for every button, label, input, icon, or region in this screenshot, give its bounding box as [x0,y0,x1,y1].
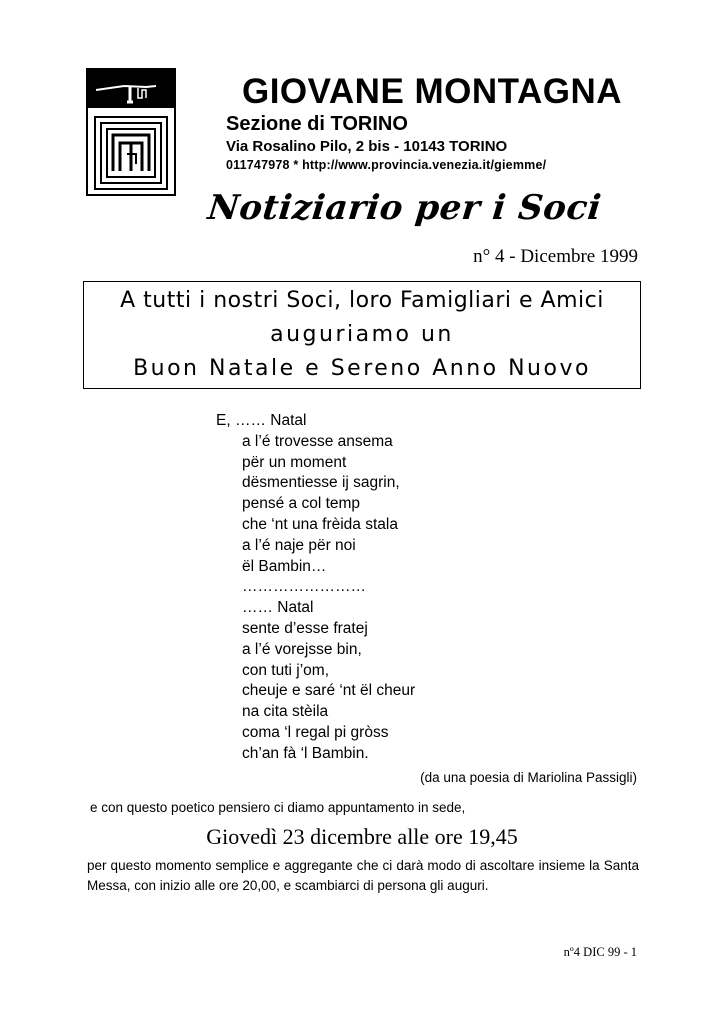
poem-line: …………………… [242,578,366,596]
poem-line: për un moment [242,453,347,471]
poem-line: ël Bambin… [242,557,327,575]
poem-line: dësmentiesse ij sagrin, [242,474,400,492]
poem [216,411,415,765]
greeting-line-2: auguriamo un [270,322,454,347]
poem-line: pensé a col temp [242,495,361,513]
poem-line: con tuti j’om, [242,661,330,679]
newsletter-title: Notiziario per i Soci [205,188,604,228]
poem-line: a l’é trovesse ansema [242,432,393,450]
poem-line: na cita stèila [242,703,329,721]
logo-mountain-panel [88,70,174,110]
poem-credit: (da una poesia di Mariolina Passigli) [420,770,637,785]
poem-line: …… Natal [242,599,314,617]
poem-line: a l’é vorejsse bin, [242,640,362,658]
poem-line: che ‘nt una frèida stala [242,515,398,533]
poem-line: coma ‘l regal pi gròss [242,723,389,741]
greeting-box [83,281,641,389]
contact-info: 011747978 * http://www.provincia.venezia.it/giemme/ [226,158,547,172]
closing-paragraph: per questo momento semplice e aggregante che ci darà modo di ascoltare insieme la Santa Messa, con inizio alle ore 20,00, e scambiarci di persona gli auguri. [87,858,639,893]
page-reference: nº4 DIC 99 - 1 [563,945,637,959]
association-logo [86,68,176,196]
poem-line: cheuje e saré ‘nt ël cheur [242,682,416,700]
event-date: Giovedì 23 dicembre alle ore 19,45 [206,824,518,849]
poem-line: sente d’esse fratej [242,619,368,637]
poem-line: a l’é naje për noi [242,536,356,554]
logo-divider [88,108,174,112]
greeting-line-3: Buon Natale e Sereno Anno Nuovo [133,356,591,381]
ice-axe-icon [94,76,168,106]
gm-monogram-icon [94,116,168,190]
organization-name: GIOVANE MONTAGNA [241,72,623,111]
intro-text: e con questo poetico pensiero ci diamo appuntamento in sede, [90,800,466,815]
poem-line: ch’an fà ‘l Bambin. [242,744,369,762]
issue-number: n° 4 - Dicembre 1999 [473,246,638,267]
section-name: Sezione di TORINO [226,113,408,135]
greeting-line-1: A tutti i nostri Soci, loro Famigliari e Amici [120,288,604,313]
poem-line: E, …… Natal [216,412,307,429]
address: Via Rosalino Pilo, 2 bis - 10143 TORINO [226,138,508,155]
